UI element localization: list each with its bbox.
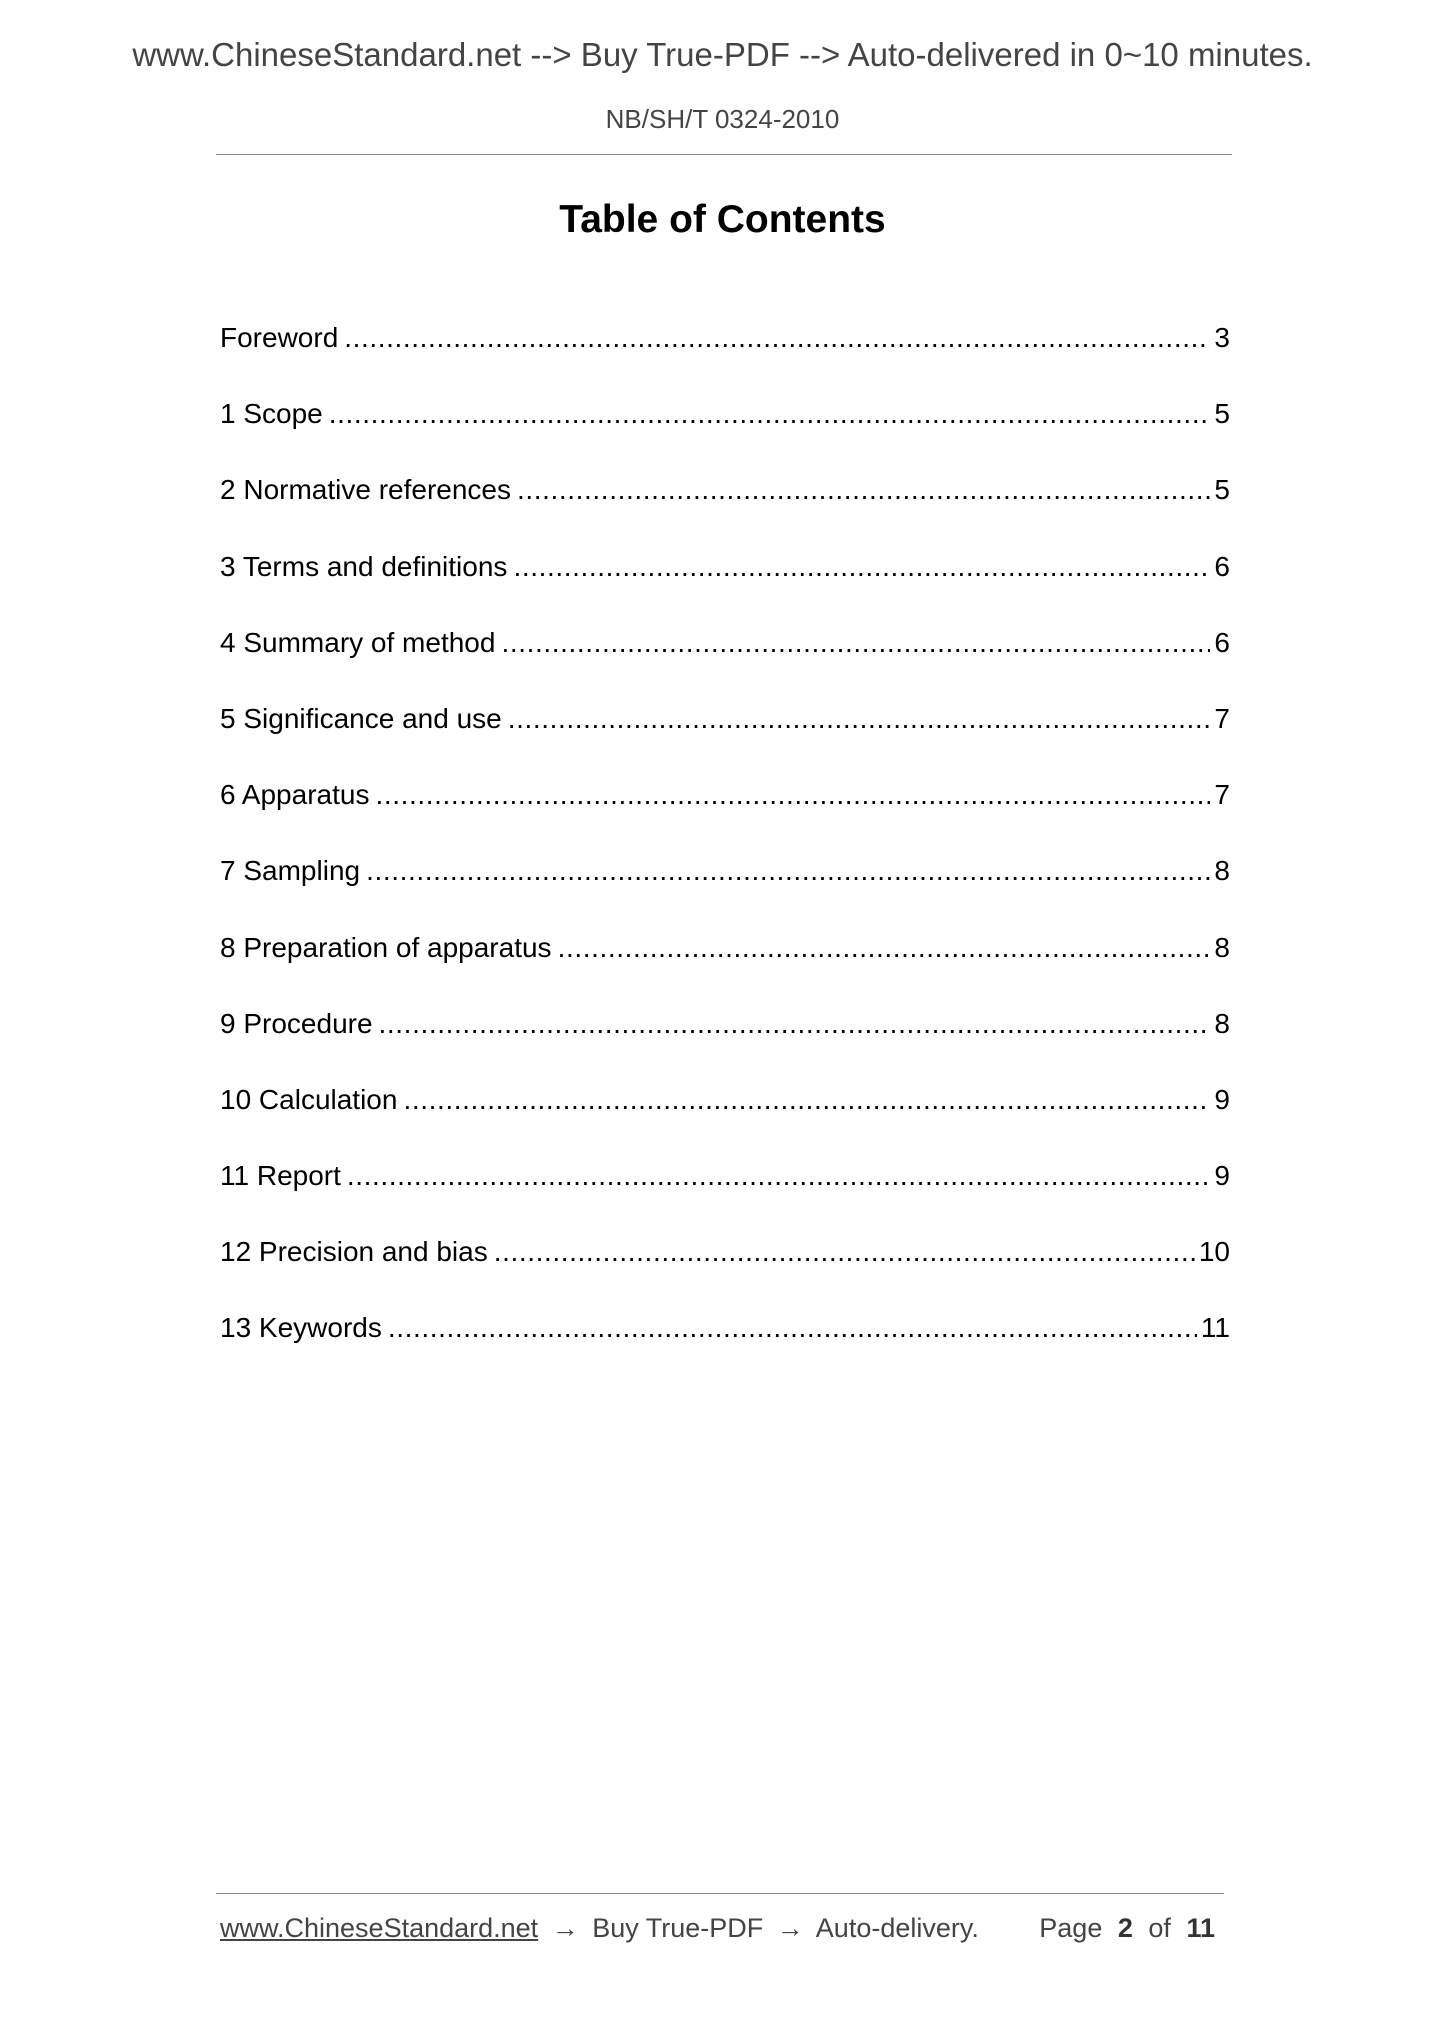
toc-dot-leader xyxy=(513,547,1210,587)
toc-entry-page: 6 xyxy=(1214,550,1230,582)
toc-entry-label: Foreword xyxy=(220,322,339,353)
toc-entry-report[interactable] xyxy=(220,1156,1230,1232)
top-banner[interactable]: www.ChineseStandard.net --> Buy True-PDF --> Auto-delivered in 0~10 minutes. xyxy=(132,36,1313,73)
toc-entry-apparatus[interactable] xyxy=(220,775,1230,851)
toc-dot-leader xyxy=(508,699,1211,739)
toc-entry-label: 1 Scope xyxy=(220,398,323,430)
toc-entry-label: 3 Terms and definitions xyxy=(220,550,508,582)
footer-divider xyxy=(216,1893,1224,1894)
toc-entry-page: 5 xyxy=(1214,474,1230,506)
page-indicator xyxy=(1039,1913,1223,1944)
toc-entry-label: 8 Preparation of apparatus xyxy=(220,931,552,963)
toc-entry-label: 13 Keywords xyxy=(220,1312,382,1344)
toc-entry-label: 12 Precision and bias xyxy=(220,1236,488,1268)
toc-entry-label: 10 Calculation xyxy=(220,1083,398,1115)
toc-entry-page: 8 xyxy=(1214,1007,1230,1039)
toc-entry-procedure[interactable] xyxy=(220,1004,1230,1080)
toc-entry-page: 8 xyxy=(1214,931,1230,963)
toc-dot-leader xyxy=(366,851,1210,891)
toc-dot-leader xyxy=(388,1308,1197,1348)
toc-list xyxy=(220,318,1230,1385)
footer-promo xyxy=(220,1913,979,1944)
toc-dot-leader xyxy=(344,318,1210,358)
toc-entry-significance-and-use[interactable] xyxy=(220,699,1230,775)
toc-dot-leader xyxy=(329,394,1211,434)
toc-entry-page: 9 xyxy=(1214,1160,1230,1192)
toc-dot-leader xyxy=(379,1004,1211,1044)
toc-entry-precision-and-bias[interactable] xyxy=(220,1232,1230,1308)
of-label: of xyxy=(1148,1913,1171,1943)
toc-entry-normative-references[interactable] xyxy=(220,470,1230,546)
document-code: NB/SH/T 0324-2010 xyxy=(605,104,840,134)
toc-entry-scope[interactable] xyxy=(220,394,1230,470)
page-label: Page xyxy=(1039,1913,1103,1943)
toc-dot-leader xyxy=(558,928,1211,968)
footer-buy-text: Buy True-PDF xyxy=(592,1913,764,1943)
arrow-right-icon: → xyxy=(551,1913,579,1943)
toc-entry-label: 2 Normative references xyxy=(220,474,512,506)
toc-entry-label: 7 Sampling xyxy=(220,855,361,887)
toc-entry-page: 3 xyxy=(1214,322,1230,353)
toc-entry-preparation-of-apparatus[interactable] xyxy=(220,928,1230,1004)
toc-entry-label: 6 Apparatus xyxy=(220,779,370,811)
toc-entry-terms-and-definitions[interactable] xyxy=(220,547,1230,623)
toc-dot-leader xyxy=(501,623,1210,663)
toc-dot-leader xyxy=(375,775,1210,815)
arrow-right-icon: → xyxy=(776,1913,804,1943)
toc-dot-leader xyxy=(347,1156,1211,1196)
header-divider xyxy=(216,154,1232,155)
toc-entry-label: 4 Summary of method xyxy=(220,626,496,658)
toc-entry-keywords[interactable] xyxy=(220,1308,1230,1384)
toc-title: Table of Contents xyxy=(559,198,886,241)
toc-dot-leader xyxy=(517,470,1210,510)
toc-dot-leader xyxy=(494,1232,1195,1272)
toc-entry-page: 8 xyxy=(1214,855,1230,887)
toc-entry-label: 9 Procedure xyxy=(220,1007,373,1039)
toc-entry-sampling[interactable] xyxy=(220,851,1230,927)
total-pages-number: 11 xyxy=(1186,1913,1215,1943)
toc-entry-foreword[interactable] xyxy=(220,318,1230,394)
footer-website-link[interactable]: www.ChineseStandard.net xyxy=(220,1913,539,1943)
toc-entry-page: 6 xyxy=(1214,626,1230,658)
toc-entry-label: 5 Significance and use xyxy=(220,702,502,734)
toc-entry-calculation[interactable] xyxy=(220,1080,1230,1156)
toc-dot-leader xyxy=(403,1080,1210,1120)
toc-entry-page: 7 xyxy=(1214,702,1230,734)
toc-entry-page: 9 xyxy=(1214,1083,1230,1115)
toc-entry-label: 11 Report xyxy=(220,1160,341,1192)
toc-entry-page: 7 xyxy=(1214,779,1230,811)
toc-entry-summary-of-method[interactable] xyxy=(220,623,1230,699)
toc-entry-page: 10 xyxy=(1198,1236,1230,1268)
toc-entry-page: 11 xyxy=(1200,1312,1230,1344)
toc-entry-page: 5 xyxy=(1214,398,1230,430)
current-page-number: 2 xyxy=(1117,1913,1133,1943)
footer-delivery-text: Auto-delivery. xyxy=(815,1913,979,1943)
